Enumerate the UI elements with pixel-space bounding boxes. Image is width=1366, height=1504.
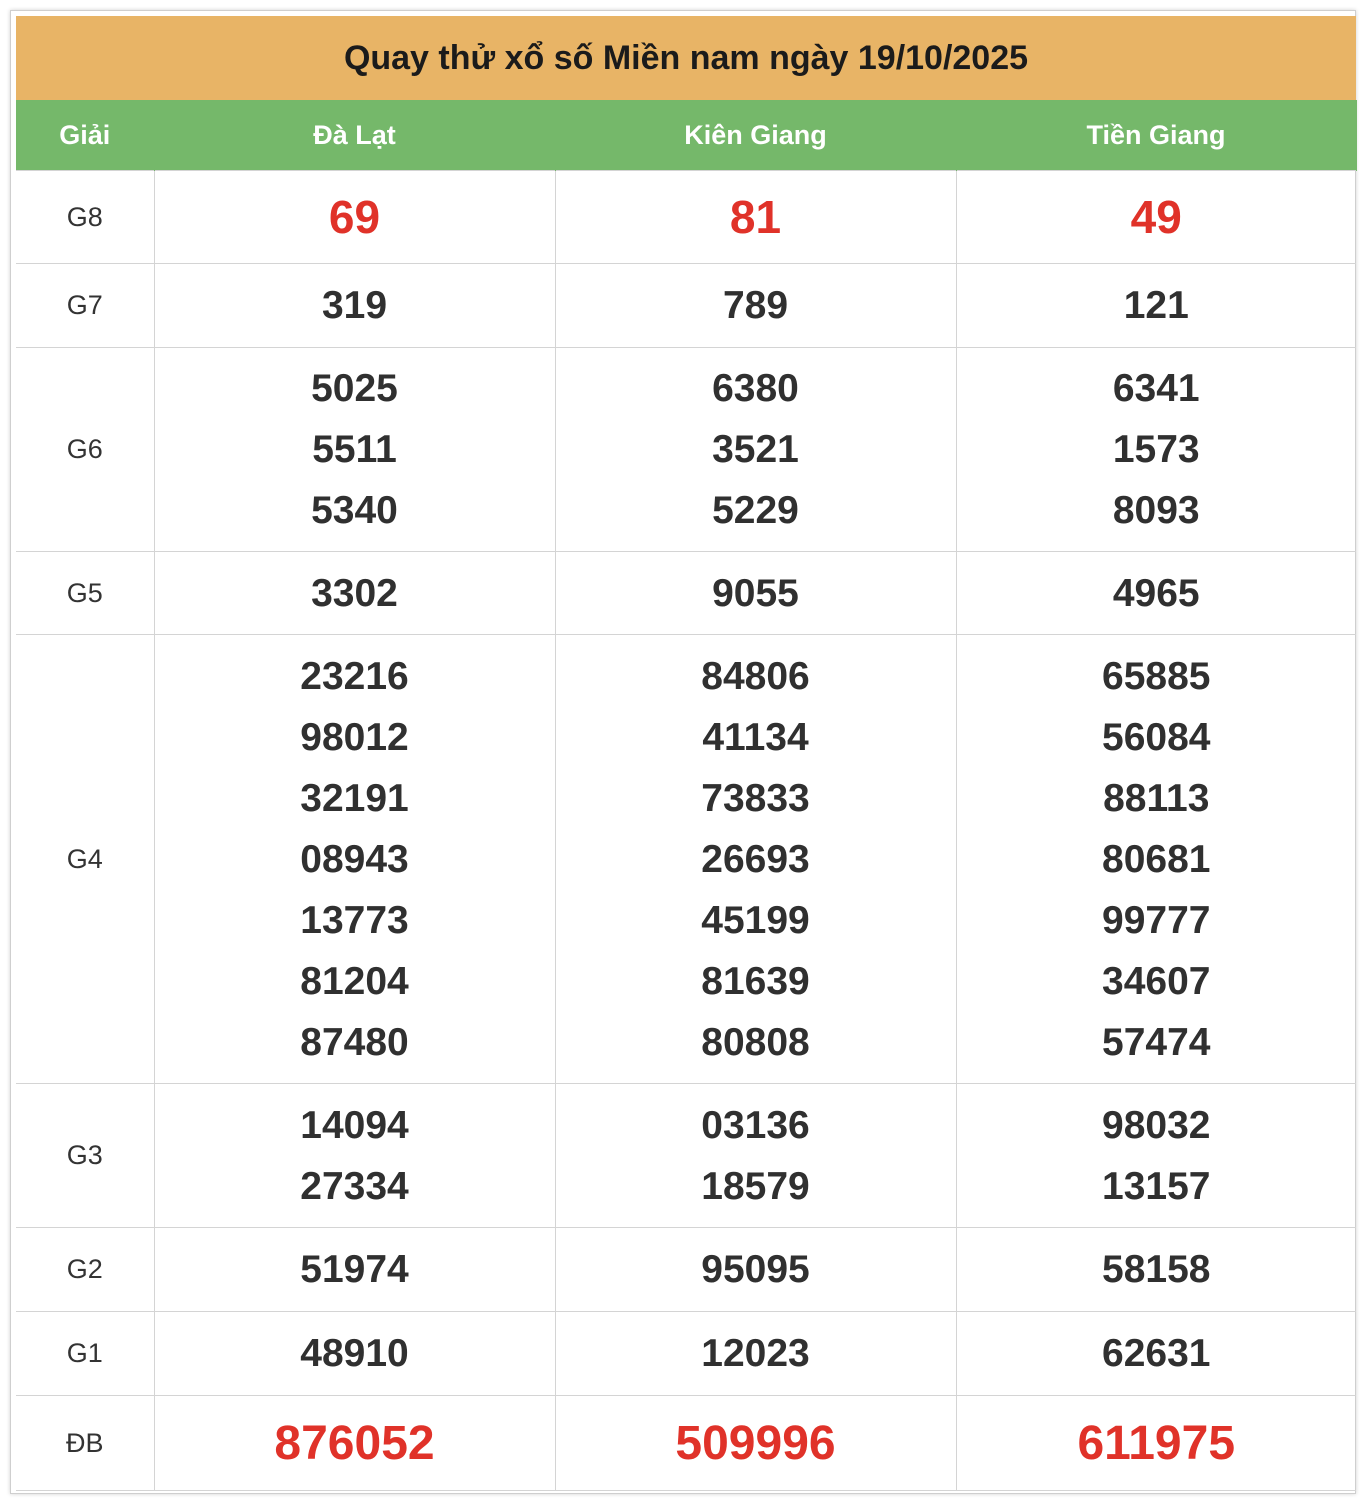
result-number: 611975 — [1077, 1416, 1236, 1470]
result-number: 49 — [1130, 190, 1182, 243]
result-number: 80681 — [1102, 837, 1211, 881]
result-number: 5511 — [312, 428, 397, 471]
table-row — [16, 1228, 1356, 1312]
result-cell — [555, 264, 956, 348]
table-row — [16, 348, 1356, 552]
result-number: 5340 — [311, 489, 398, 532]
prize-label: G2 — [16, 1228, 154, 1312]
result-number: 23216 — [300, 654, 409, 698]
prize-label: ĐB — [16, 1396, 154, 1491]
result-number: 51974 — [300, 1248, 409, 1291]
result-number: 65885 — [1102, 654, 1211, 698]
result-cell — [154, 1084, 555, 1228]
result-number: 48910 — [300, 1332, 409, 1375]
result-number: 81639 — [701, 959, 810, 1003]
result-number: 62631 — [1102, 1332, 1211, 1375]
result-number: 1573 — [1112, 428, 1200, 471]
result-number: 88113 — [1103, 776, 1210, 820]
result-cell — [154, 1228, 555, 1312]
result-cell — [154, 171, 555, 264]
table-row — [16, 1396, 1356, 1491]
result-number: 509996 — [675, 1416, 836, 1470]
result-number: 18579 — [701, 1164, 810, 1208]
result-cell — [956, 1312, 1356, 1396]
table-header-row — [16, 100, 1356, 171]
result-cell — [956, 1084, 1356, 1228]
table-row — [16, 552, 1356, 635]
result-cell — [956, 552, 1356, 635]
result-number: 876052 — [274, 1416, 435, 1470]
table-row — [16, 1312, 1356, 1396]
result-number: 27334 — [300, 1164, 409, 1208]
result-cell — [154, 635, 555, 1084]
result-number: 03136 — [701, 1103, 810, 1147]
result-number: 121 — [1123, 284, 1189, 327]
result-number: 32191 — [300, 776, 409, 820]
prize-label: G7 — [16, 264, 154, 348]
result-cell — [956, 348, 1356, 552]
result-cell — [555, 1396, 956, 1491]
result-number: 13157 — [1102, 1164, 1211, 1208]
header-province-kien-giang: Kiên Giang — [555, 100, 956, 171]
result-cell — [956, 264, 1356, 348]
result-number: 58158 — [1102, 1248, 1211, 1291]
result-cell — [154, 1396, 555, 1491]
result-number: 81 — [729, 190, 782, 243]
result-number: 26693 — [701, 837, 810, 881]
result-cell — [956, 1396, 1356, 1491]
result-cell — [555, 1228, 956, 1312]
header-province-da-lat: Đà Lạt — [154, 100, 555, 171]
prize-label: G4 — [16, 635, 154, 1084]
table-row — [16, 171, 1356, 264]
result-number: 34607 — [1102, 959, 1211, 1003]
result-number: 12023 — [701, 1332, 810, 1375]
prize-label: G5 — [16, 552, 154, 635]
result-number: 98032 — [1102, 1103, 1211, 1147]
result-number: 14094 — [300, 1103, 409, 1147]
result-cell — [956, 635, 1356, 1084]
result-number: 84806 — [701, 654, 810, 698]
result-cell — [555, 1084, 956, 1228]
result-cell — [956, 171, 1356, 264]
result-cell — [956, 1228, 1356, 1312]
result-cell — [555, 1312, 956, 1396]
result-cell — [154, 1312, 555, 1396]
header-prize: Giải — [16, 100, 154, 171]
result-number: 8093 — [1112, 489, 1200, 532]
result-number: 87480 — [300, 1020, 409, 1064]
prize-label: G1 — [16, 1312, 154, 1396]
result-number: 6380 — [712, 367, 799, 410]
result-number: 95095 — [701, 1248, 810, 1291]
result-cell — [555, 348, 956, 552]
result-number: 80808 — [701, 1020, 810, 1064]
result-number: 3521 — [712, 428, 799, 471]
results-body — [16, 171, 1356, 1491]
prize-label: G3 — [16, 1084, 154, 1228]
results-frame — [10, 10, 1356, 1494]
result-number: 08943 — [300, 837, 409, 881]
result-number: 41134 — [702, 715, 809, 759]
results-table — [16, 100, 1357, 1491]
table-row — [16, 1084, 1356, 1228]
result-number: 56084 — [1102, 715, 1211, 759]
result-cell — [154, 552, 555, 635]
result-number: 81204 — [300, 959, 409, 1003]
result-number: 789 — [722, 284, 789, 327]
result-number: 73833 — [701, 776, 810, 820]
result-number: 4965 — [1112, 571, 1200, 615]
result-number: 57474 — [1102, 1020, 1211, 1064]
prize-label: G8 — [16, 171, 154, 264]
page-title: Quay thử xổ số Miền nam ngày 19/10/2025 — [16, 16, 1356, 100]
result-cell — [154, 348, 555, 552]
header-province-tien-giang: Tiền Giang — [956, 100, 1356, 171]
result-number: 99777 — [1102, 898, 1211, 942]
result-number: 6341 — [1112, 367, 1200, 410]
result-cell — [154, 264, 555, 348]
result-number: 3302 — [311, 571, 398, 615]
result-number: 5025 — [311, 367, 398, 410]
prize-label: G6 — [16, 348, 154, 552]
result-number: 98012 — [300, 715, 409, 759]
result-number: 45199 — [701, 898, 810, 942]
table-row — [16, 635, 1356, 1084]
result-number: 13773 — [300, 898, 409, 942]
result-number: 5229 — [712, 489, 799, 532]
table-row — [16, 264, 1356, 348]
result-cell — [555, 552, 956, 635]
result-number: 319 — [321, 284, 388, 327]
result-number: 9055 — [712, 571, 799, 615]
result-number: 69 — [328, 190, 381, 243]
result-cell — [555, 171, 956, 264]
result-cell — [555, 635, 956, 1084]
